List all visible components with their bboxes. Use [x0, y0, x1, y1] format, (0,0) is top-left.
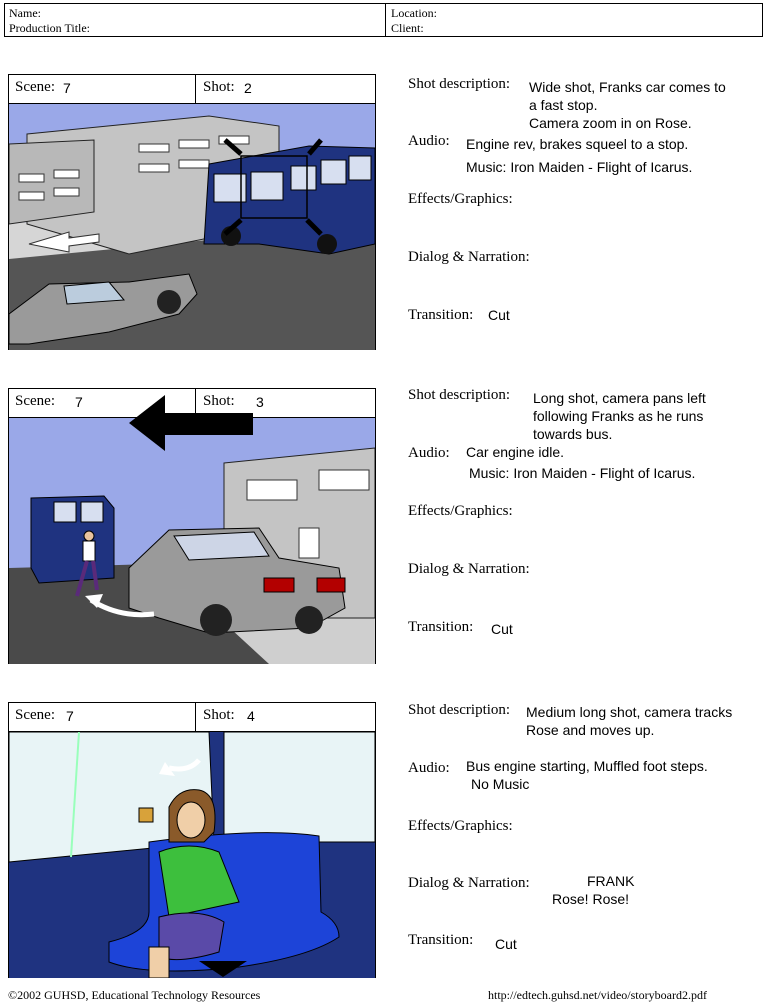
frame-1-audio-label: Audio:	[408, 133, 450, 149]
frame-1-transition-value: Cut	[488, 307, 510, 323]
storyboard-header	[4, 3, 763, 37]
frame-2-effects-label: Effects/Graphics:	[408, 503, 513, 519]
shot-number: 3	[256, 394, 264, 410]
frame-1-panel	[8, 74, 376, 350]
frame-3-header-bar	[9, 703, 375, 732]
scene-number: 7	[75, 394, 83, 410]
frame-2-audio-line-2: Music: Iron Maiden - Flight of Icarus.	[469, 465, 696, 481]
frame-1-transition-label: Transition:	[408, 307, 474, 323]
frame-2-audio-label: Audio:	[408, 445, 450, 461]
frame-2-panel	[8, 388, 376, 664]
shot-number: 4	[247, 708, 255, 724]
frame-3-illustration	[9, 732, 375, 978]
shot-number: 2	[244, 80, 252, 96]
footer-url: http://edtech.guhsd.net/video/storyboard2.pdf	[488, 988, 707, 1002]
frame-3-dialog-line: Rose! Rose!	[552, 891, 630, 907]
frame-3-transition-label: Transition:	[408, 932, 474, 948]
frame-3-transition-value: Cut	[495, 936, 517, 952]
frame-3-shot-description: Medium long shot, camera tracks Rose and moves up.	[526, 704, 733, 738]
frame-1-dialog-label: Dialog & Narration:	[408, 249, 530, 265]
frame-1-shot-description-label: Shot description:	[408, 76, 511, 92]
frame-1-shot-description: Wide shot, Franks car comes to a fast stop. Camera zoom in on Rose.	[529, 79, 726, 131]
frame-3-panel	[8, 702, 376, 978]
frame-1-illustration	[9, 104, 375, 350]
frame-2-dialog-label: Dialog & Narration:	[408, 561, 530, 577]
frame-1-audio-line-1: Engine rev, brakes squeel to a stop.	[466, 136, 689, 152]
scene-number: 7	[63, 80, 71, 96]
frame-2-shot-description-label: Shot description:	[408, 387, 511, 403]
frame-2-transition-value: Cut	[491, 621, 513, 637]
frame-2-audio-line-1: Car engine idle.	[466, 444, 565, 460]
shot-label: Shot:	[203, 707, 235, 723]
scene-label: Scene:	[15, 393, 55, 409]
frame-2-shot-description: Long shot, camera pans left following Franks as he runs towards bus.	[533, 390, 706, 442]
frame-2-illustration	[9, 418, 375, 664]
frame-1-audio-line-2: Music: Iron Maiden - Flight of Icarus.	[466, 159, 693, 175]
frame-3-dialog-label: Dialog & Narration:	[408, 875, 530, 891]
scene-label: Scene:	[15, 79, 55, 95]
header-divider	[385, 4, 386, 36]
frame-3-effects-label: Effects/Graphics:	[408, 818, 513, 834]
frame-3-shot-description-label: Shot description:	[408, 702, 511, 718]
production-title-label: Production Title:	[9, 21, 91, 35]
client-label: Client:	[391, 21, 424, 35]
name-label: Name:	[9, 6, 41, 20]
scene-label: Scene:	[15, 707, 55, 723]
footer-copyright: ©2002 GUHSD, Educational Technology Resources	[8, 988, 261, 1002]
frame-3-audio-label: Audio:	[408, 760, 450, 776]
shot-label: Shot:	[203, 79, 235, 95]
shot-label: Shot:	[203, 393, 235, 409]
scene-number: 7	[66, 708, 74, 724]
location-label: Location:	[391, 6, 437, 20]
frame-3-audio-line-1: Bus engine starting, Muffled foot steps.	[466, 758, 708, 774]
move-down-arrow-icon	[199, 961, 247, 977]
frame-1-effects-label: Effects/Graphics:	[408, 191, 513, 207]
frame-1-header-bar	[9, 75, 375, 104]
frame-3-audio-line-2: No Music	[471, 776, 530, 792]
pan-left-arrow-icon	[129, 393, 253, 453]
frame-2-transition-label: Transition:	[408, 619, 474, 635]
frame-3-dialog-character: FRANK	[587, 873, 635, 889]
